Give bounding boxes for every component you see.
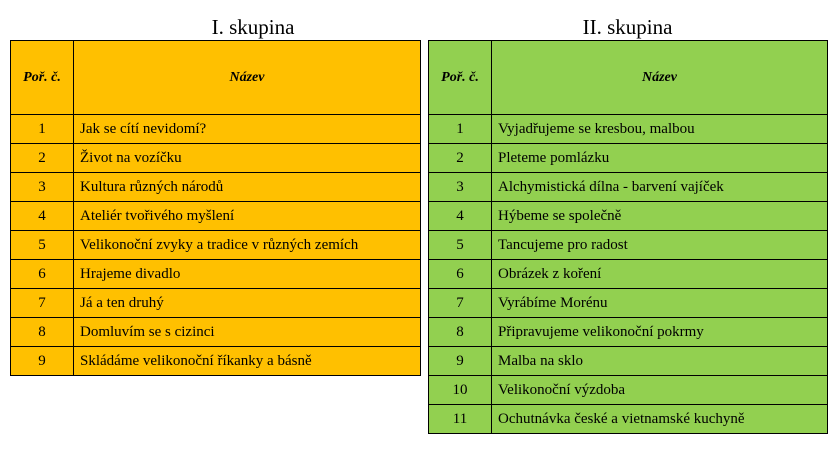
table-row [11, 318, 421, 347]
table-row [11, 260, 421, 289]
row-number: 5 [429, 231, 492, 260]
row-name: Velikonoční výzdoba [492, 376, 828, 405]
table-row [429, 260, 828, 289]
row-name: Ateliér tvořivého myšlení [74, 202, 421, 231]
row-name: Vyrábíme Morénu [492, 289, 828, 318]
row-name: Hýbeme se společně [492, 202, 828, 231]
table-row [11, 231, 421, 260]
row-name: Obrázek z koření [492, 260, 828, 289]
row-name: Jak se cítí nevidomí? [74, 115, 421, 144]
row-name: Domluvím se s cizinci [74, 318, 421, 347]
row-number: 3 [429, 173, 492, 202]
table-row [429, 289, 828, 318]
row-number: 4 [11, 202, 74, 231]
table-row [429, 347, 828, 376]
row-name: Pleteme pomlázku [492, 144, 828, 173]
table-row [429, 376, 828, 405]
table-row [11, 173, 421, 202]
row-name: Tancujeme pro radost [492, 231, 828, 260]
row-number: 4 [429, 202, 492, 231]
row-number: 6 [11, 260, 74, 289]
row-number: 7 [11, 289, 74, 318]
row-name: Kultura různých národů [74, 173, 421, 202]
table-row [429, 144, 828, 173]
row-number: 10 [429, 376, 492, 405]
table-row [11, 115, 421, 144]
group-1-title: I. skupina [211, 15, 295, 39]
table-row [429, 202, 828, 231]
table-row [11, 144, 421, 173]
table-row [429, 405, 828, 434]
header-name: Název [74, 41, 421, 115]
table-row [429, 231, 828, 260]
row-name: Alchymistická dílna - barvení vajíček [492, 173, 828, 202]
row-number: 2 [11, 144, 74, 173]
table-row [429, 173, 828, 202]
row-number: 2 [429, 144, 492, 173]
row-number: 9 [429, 347, 492, 376]
group-2-rows [429, 115, 828, 434]
row-name: Velikonoční zvyky a tradice v různých zemích [74, 231, 421, 260]
table-row [11, 202, 421, 231]
row-number: 1 [429, 115, 492, 144]
table-row [11, 289, 421, 318]
header-name: Název [492, 41, 828, 115]
row-name: Vyjadřujeme se kresbou, malbou [492, 115, 828, 144]
row-number: 3 [11, 173, 74, 202]
row-number: 8 [429, 318, 492, 347]
row-number: 9 [11, 347, 74, 376]
row-number: 8 [11, 318, 74, 347]
group-1-rows [11, 115, 421, 376]
row-number: 7 [429, 289, 492, 318]
row-name: Já a ten druhý [74, 289, 421, 318]
row-name: Připravujeme velikonoční pokrmy [492, 318, 828, 347]
row-name: Skládáme velikonoční říkanky a básně [74, 347, 421, 376]
header-row [11, 41, 421, 115]
header-num: Poř. č. [429, 41, 492, 115]
row-name: Malba na sklo [492, 347, 828, 376]
table-row [429, 115, 828, 144]
group-2-table [428, 40, 828, 434]
row-number: 11 [429, 405, 492, 434]
group-2-title: II. skupina [582, 15, 673, 39]
header-num: Poř. č. [11, 41, 74, 115]
row-number: 1 [11, 115, 74, 144]
row-number: 6 [429, 260, 492, 289]
row-name: Hrajeme divadlo [74, 260, 421, 289]
group-1-table [10, 40, 421, 376]
table-row [429, 318, 828, 347]
row-name: Život na vozíčku [74, 144, 421, 173]
table-row [11, 347, 421, 376]
row-name: Ochutnávka české a vietnamské kuchyně [492, 405, 828, 434]
row-number: 5 [11, 231, 74, 260]
header-row [429, 41, 828, 115]
